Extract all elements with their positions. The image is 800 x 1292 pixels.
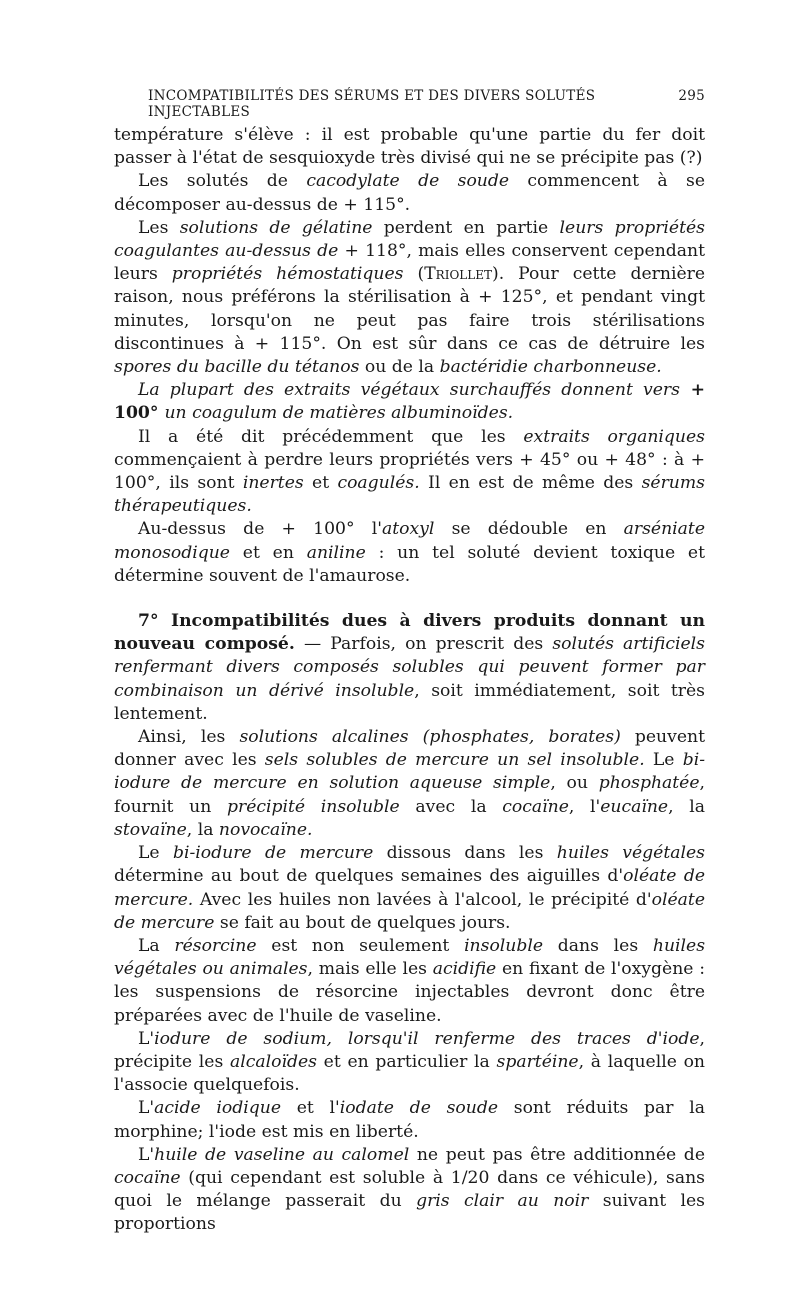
text-run: , la	[668, 796, 705, 817]
text-run: est non seulement	[256, 935, 465, 956]
text-run: , fournit un	[114, 773, 705, 817]
text-run: résorcine	[174, 935, 257, 956]
text-run: : un tel soluté devient toxique et détermine souvent de l'amaurose.	[114, 542, 706, 586]
text-run: propriétés hémostatiques	[171, 264, 404, 285]
running-header	[148, 88, 705, 120]
text-run: , précipite les	[114, 1028, 705, 1072]
text-run: dissous dans les	[373, 843, 557, 864]
text-run: , mais elle les	[307, 959, 433, 980]
text-run: atoxyl	[381, 519, 435, 540]
text-run: sont réduits par la morphine; l'iode est mis en liberté.	[114, 1098, 705, 1142]
text-run: Avec les huiles non lavées à l'alcool, le précipité d'	[193, 889, 652, 910]
paragraph	[114, 426, 705, 519]
text-run: extraits organiques	[523, 426, 705, 447]
text-run: se dédouble en	[434, 519, 624, 540]
paragraph	[114, 124, 705, 170]
text-run: huiles végétales	[556, 843, 705, 864]
paragraph	[114, 842, 705, 935]
text-run: acidifie	[432, 959, 497, 980]
text-run: dans les	[543, 935, 653, 956]
text-run: perdent en partie	[372, 217, 560, 238]
paragraph	[114, 170, 705, 216]
body-text	[114, 124, 705, 1237]
text-run: avec la	[399, 796, 503, 817]
text-run: oléate de mercure.	[114, 866, 705, 910]
text-run: 7° Incompatibilités dues à divers produits donnant un nouveau composé.	[114, 611, 705, 655]
text-run: cacodylate de soude	[306, 171, 510, 192]
text-run: solutés artificiels renfermant divers composés solubles qui peuvent former par combinaison un dérivé insoluble	[114, 634, 705, 701]
text-run: en fixant de l'oxygène : les suspensions de résorcine injectables devront donc être préparées avec de l'huile de vaseline.	[114, 959, 706, 1026]
text-run: Triollet	[424, 264, 492, 285]
text-run: iodate de soude	[339, 1098, 499, 1119]
text-run: , la	[186, 819, 219, 840]
text-run: , soit immédiatement, soit très lentement.	[114, 680, 705, 724]
text-run: , ou	[550, 773, 599, 794]
text-run: cocaïne	[502, 796, 569, 817]
text-run: leurs propriétés coagulantes au-dessus de	[114, 217, 705, 262]
text-run: iodure de sodium, lorsqu'il renferme des traces d'iode	[154, 1028, 700, 1049]
text-run: détermine au bout de quelques semaines des aiguilles d'	[114, 866, 624, 887]
text-run: aniline	[306, 542, 366, 563]
text-run: ou de la	[359, 357, 440, 378]
paragraph	[114, 726, 705, 842]
text-run: + 100°	[114, 380, 705, 424]
text-run: bactéridie charbonneuse.	[439, 357, 662, 378]
text-run: sérums thérapeutiques.	[114, 473, 705, 517]
text-run: commençaient à perdre leurs propriétés vers + 45° ou + 48° : à + 100°, ils sont	[114, 449, 705, 494]
text-run: coagulés.	[337, 473, 420, 494]
text-run: eucaïne	[600, 796, 669, 817]
text-run: L'	[138, 1144, 155, 1165]
paragraph	[114, 610, 705, 726]
text-run: ). Pour cette dernière raison, nous préférons la stérilisation à + 125°, et pendant vingt minutes, lorsqu'on ne peut pas faire trois stérilisations discontinues à + 115°. On est sûr dans ce cas de détruire les	[114, 264, 705, 354]
text-run: et	[303, 473, 338, 494]
text-run: stovaïne	[114, 819, 187, 840]
paragraph	[114, 1144, 705, 1237]
text-run: ne peut pas être additionnée de	[409, 1144, 705, 1165]
text-run: L'	[138, 1028, 155, 1049]
paragraph	[114, 1097, 705, 1143]
text-run: et en	[229, 542, 307, 563]
text-run: phosphatée	[598, 773, 700, 794]
running-title: INCOMPATIBILITÉS DES SÉRUMS ET DES DIVERS SOLUTÉS INJECTABLES	[148, 88, 596, 120]
text-run: commencent à se décomposer au-dessus de + 115°.	[114, 171, 705, 215]
text-run: Les solutés de	[138, 171, 307, 192]
text-run: et l'	[281, 1098, 340, 1119]
text-run: L'	[138, 1098, 155, 1119]
paragraph	[114, 379, 705, 425]
text-run: Les	[138, 217, 180, 238]
text-run: solutions de gélatine	[179, 217, 373, 238]
text-run: bi-iodure de mercure	[172, 843, 374, 864]
text-run: Le	[644, 750, 683, 771]
text-run: novocaïne.	[218, 819, 313, 840]
text-run: , à laquelle on l'associe quelquefois.	[114, 1051, 706, 1096]
text-run: suivant les proportions	[114, 1191, 705, 1235]
text-run: huile de vaseline au calomel	[154, 1144, 410, 1165]
text-run: , l'	[568, 796, 601, 817]
paragraph	[114, 217, 705, 379]
text-run: (qui cependant est soluble à 1/20 dans ce véhicule), sans quoi le mélange passerait du	[114, 1167, 705, 1212]
text-run: + 118°, mais elles conservent cependant leurs	[114, 241, 705, 285]
text-run: insoluble	[464, 935, 544, 956]
text-run: arséniate monosodique	[114, 519, 705, 563]
text-run: un coagulum de matières albuminoïdes.	[164, 403, 514, 424]
text-run: Le	[138, 843, 173, 864]
paragraph	[114, 935, 705, 1028]
text-run: cocaïne	[114, 1167, 181, 1188]
text-run: température s'élève : il est probable qu'une partie du fer doit passer à l'état de sesquioxyde très divisé qui ne se précipite pas (?)	[114, 125, 705, 169]
page-number: 295	[678, 88, 705, 104]
text-run: peuvent donner avec les	[114, 727, 705, 771]
text-run: Il a été dit précédemment que les	[138, 426, 524, 447]
text-run: acide iodique	[154, 1098, 282, 1119]
paragraph	[114, 1028, 705, 1098]
text-run: et en particulier la	[316, 1051, 497, 1072]
text-run: gris clair au noir	[416, 1191, 589, 1212]
paragraph	[114, 518, 705, 588]
text-run: précipité insoluble	[226, 796, 400, 817]
text-run: oléate de mercure	[114, 889, 705, 933]
text-run: La plupart des extraits végétaux surchauffés donnent vers	[138, 380, 680, 401]
text-run: spores du bacille du tétanos	[114, 357, 360, 378]
text-run: bi-iodure de mercure en solution aqueuse simple	[114, 750, 706, 794]
text-run: sels solubles de mercure un sel insoluble.	[264, 750, 645, 771]
text-run: — Parfois, on prescrit des	[294, 634, 553, 655]
text-run: Ainsi, les	[138, 727, 240, 748]
text-run: spartéine	[496, 1051, 579, 1072]
text-run: La	[138, 935, 175, 956]
text-run: solutions alcalines (phosphates, borates)	[239, 727, 621, 748]
text-run: inertes	[242, 473, 304, 494]
text-run: Il en est de même des	[419, 473, 642, 494]
text-run: alcaloïdes	[230, 1051, 317, 1072]
text-run: (	[403, 264, 425, 285]
text-run: se fait au bout de quelques jours.	[214, 912, 511, 933]
text-run: Au-dessus de + 100° l'	[138, 519, 382, 540]
text-run: huiles végétales ou animales	[114, 935, 706, 980]
